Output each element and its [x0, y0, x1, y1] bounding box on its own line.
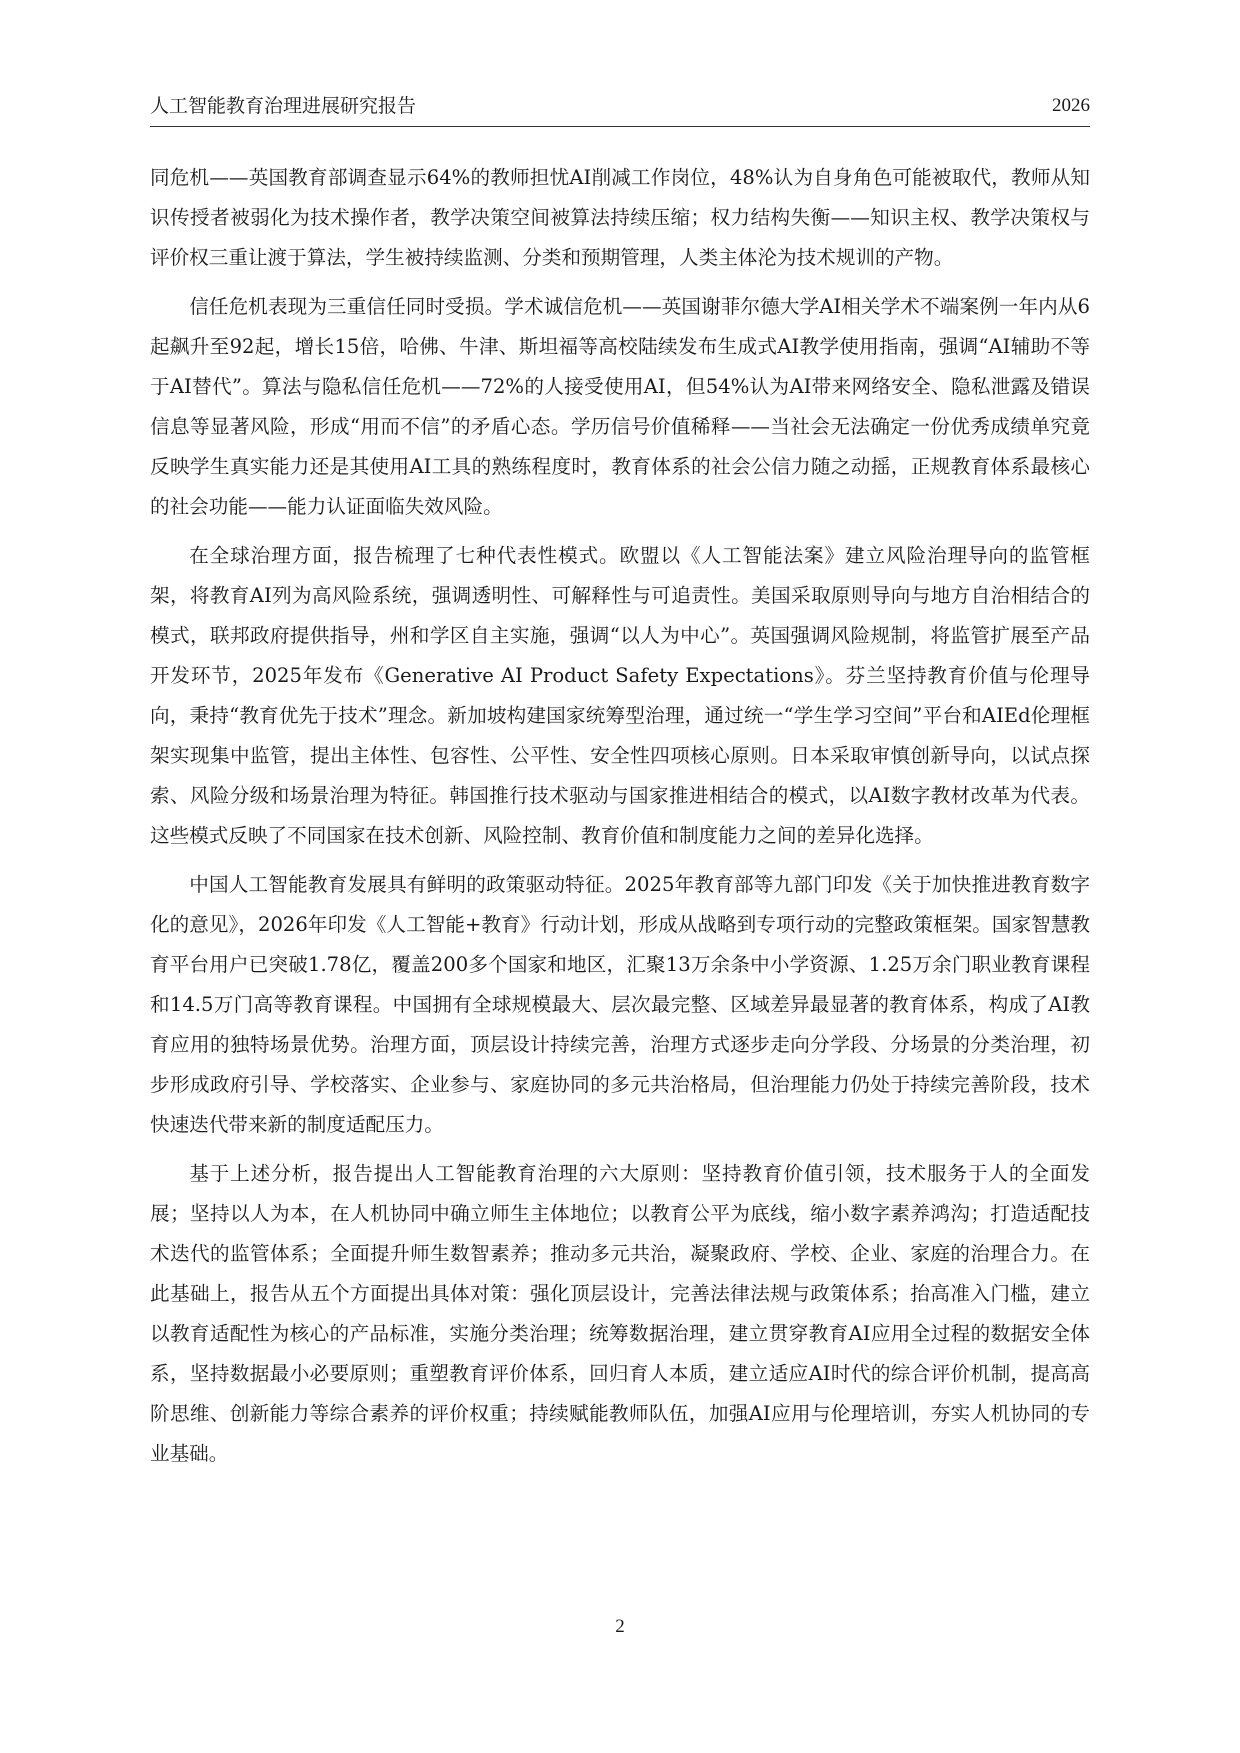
page-number: 2 — [615, 1616, 625, 1637]
paragraph: 中国人工智能教育发展具有鲜明的政策驱动特征。2025年教育部等九部门印发《关于加快推进教育数字化的意见》，2026年印发《人工智能+教育》行动计划，形成从战略到专项行动的完整政策框架。国家智慧教育平台用户已突破1.78亿，覆盖200多个国家和地区，汇聚13万余条中小学资源、1.25万余门职业教育课程和14.5万门高等教育课程。中国拥有全球规模最大、层次最完整、区域差异最显著的教育体系，构成了AI教育应用的独特场景优势。治理方面，顶层设计持续完善，治理方式逐步走向分学段、分场景的分类治理，初步形成政府引导、学校落实、企业参与、家庭协同的多元共治格局，但治理能力仍处于持续完善阶段，技术快速迭代带来新的制度适配压力。 — [150, 873, 1090, 1136]
body-text — [150, 158, 1090, 1483]
paragraph: 信任危机表现为三重信任同时受损。学术诚信危机——英国谢菲尔德大学AI相关学术不端案例一年内从6起飙升至92起，增长15倍，哈佛、牛津、斯坦福等高校陆续发布生成式AI教学使用指南，强调“AI辅助不等于AI替代”。算法与隐私信任危机——72%的人接受使用AI，但54%认为AI带来网络安全、隐私泄露及错误信息等显著风险，形成“用而不信”的矛盾心态。学历信号价值稀释——当社会无法确定一份优秀成绩单究竟反映学生真实能力还是其使用AI工具的熟练程度时，教育体系的社会公信力随之动摇，正规教育体系最核心的社会功能——能力认证面临失效风险。 — [150, 295, 1090, 518]
paragraph: 同危机——英国教育部调查显示64%的教师担忧AI削减工作岗位，48%认为自身角色可能被取代，教师从知识传授者被弱化为技术操作者，教学决策空间被算法持续压缩；权力结构失衡——知识主权、教学决策权与评价权三重让渡于算法，学生被持续监测、分类和预期管理，人类主体沦为技术规训的产物。 — [150, 166, 1090, 269]
report-title: 人工智能教育治理进展研究报告 — [150, 95, 417, 117]
header-year: 2026 — [1052, 95, 1090, 116]
paragraph: 基于上述分析，报告提出人工智能教育治理的六大原则：坚持教育价值引领，技术服务于人的全面发展；坚持以人为本，在人机协同中确立师生主体地位；以教育公平为底线，缩小数字素养鸿沟；打造适配技术迭代的监管体系；全面提升师生数智素养；推动多元共治，凝聚政府、学校、企业、家庭的治理合力。在此基础上，报告从五个方面提出具体对策：强化顶层设计，完善法律法规与政策体系；抬高准入门槛，建立以教育适配性为核心的产品标准，实施分类治理；统筹数据治理，建立贯穿教育AI应用全过程的数据安全体系，坚持数据最小必要原则；重塑教育评价体系，回归育人本质，建立适应AI时代的综合评价机制，提高高阶思维、创新能力等综合素养的评价权重；持续赋能教师队伍，加强AI应用与伦理培训，夯实人机协同的专业基础。 — [150, 1162, 1090, 1465]
paragraph: 在全球治理方面，报告梳理了七种代表性模式。欧盟以《人工智能法案》建立风险治理导向的监管框架，将教育AI列为高风险系统，强调透明性、可解释性与可追责性。美国采取原则导向与地方自治相结合的模式，联邦政府提供指导，州和学区自主实施，强调“以人为中心”。英国强调风险规制，将监管扩展至产品开发环节，2025年发布《Generative AI Product Safety Expectations》。芬兰坚持教育价值与伦理导向，秉持“教育优先于技术”理念。新加坡构建国家统筹型治理，通过统一“学生学习空间”平台和AIEd伦理框架实现集中监管，提出主体性、包容性、公平性、安全性四项核心原则。日本采取审慎创新导向，以试点探索、风险分级和场景治理为特征。韩国推行技术驱动与国家推进相结合的模式，以AI数字教材改革为代表。这些模式反映了不同国家在技术创新、风险控制、教育价值和制度能力之间的差异化选择。 — [150, 544, 1090, 847]
running-header — [150, 86, 1090, 127]
